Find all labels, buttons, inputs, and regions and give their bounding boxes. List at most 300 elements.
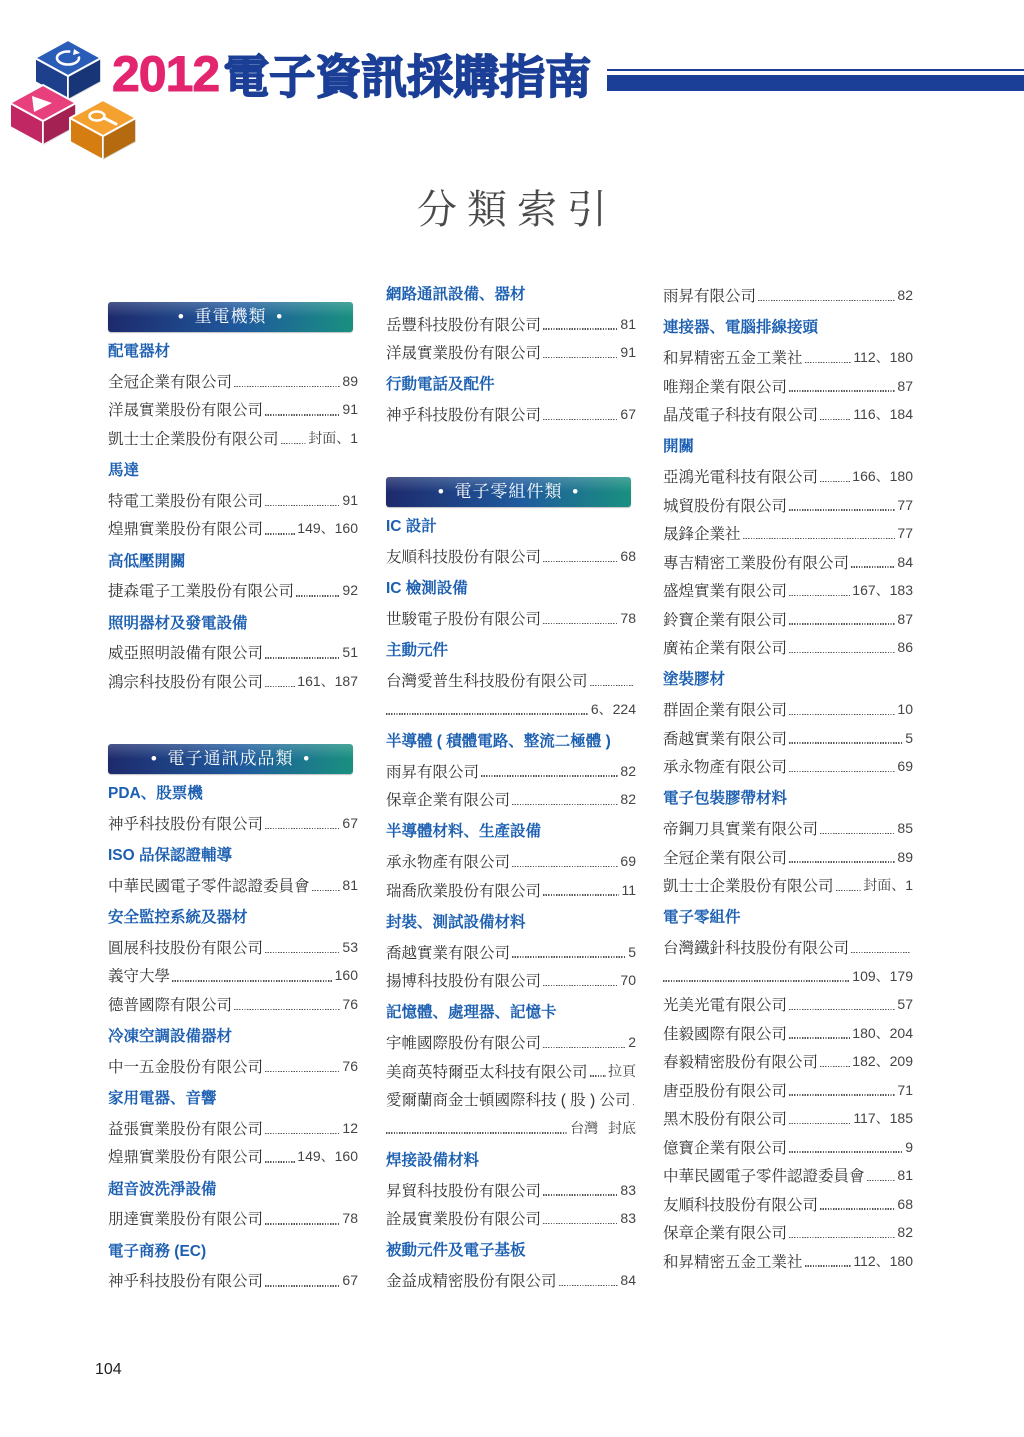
index-entry xyxy=(663,633,913,662)
page-reference: 84 xyxy=(897,553,913,570)
page-reference: 拉頁 xyxy=(608,1062,636,1079)
index-entry xyxy=(663,933,913,990)
page-reference: 87 xyxy=(897,610,913,627)
dot-leader xyxy=(590,685,634,686)
company-name: 喬越實業有限公司 xyxy=(663,730,788,748)
company-name: 雨昇有限公司 xyxy=(386,763,480,781)
company-name: 朋達實業股份有限公司 xyxy=(108,1211,264,1229)
entry-line xyxy=(386,937,636,966)
entry-line xyxy=(386,1085,636,1114)
dot-leader xyxy=(805,362,852,363)
page-reference: 77 xyxy=(897,525,913,541)
dot-leader xyxy=(265,533,295,534)
index-entry xyxy=(386,1085,636,1142)
entry-line xyxy=(663,519,913,548)
subcategory-heading: 主動元件 xyxy=(386,642,449,660)
index-entry xyxy=(663,1246,913,1275)
company-name: 友順科技股份有限公司 xyxy=(663,1196,819,1214)
company-name: 威亞照明設備有限公司 xyxy=(108,645,264,663)
entry-line xyxy=(663,723,913,752)
index-entry xyxy=(386,1028,636,1057)
index-entry xyxy=(108,1142,358,1171)
dot-leader xyxy=(820,833,895,834)
index-entry xyxy=(386,785,636,814)
page-reference: 180、204 xyxy=(852,1024,913,1041)
index-entry xyxy=(663,1104,913,1133)
subcategory-heading: 行動電話及配件 xyxy=(386,376,495,394)
company-name: 晟鋒企業社 xyxy=(663,526,741,543)
index-entry xyxy=(386,309,636,338)
page-reference: 81 xyxy=(897,1167,913,1183)
index-entry xyxy=(386,1204,636,1233)
subcategory-heading: 照明器材及發電設備 xyxy=(108,614,248,632)
company-name: 喬越實業有限公司 xyxy=(386,944,511,962)
company-name: 圓展科技股份有限公司 xyxy=(108,939,264,957)
entry-line xyxy=(108,367,358,396)
company-name: 德普國際有限公司 xyxy=(108,996,233,1014)
entry-line xyxy=(386,309,636,338)
company-name: 洋晟實業股份有限公司 xyxy=(108,402,264,420)
company-name: 凱士士企業股份有限公司 xyxy=(108,430,279,448)
dot-leader xyxy=(820,1208,895,1209)
dot-leader xyxy=(265,1133,340,1134)
company-name: 廣祐企業有限公司 xyxy=(663,640,788,657)
category-banner: • 電子零組件類 • xyxy=(386,477,631,507)
dot-leader xyxy=(559,1285,619,1286)
dot-leader xyxy=(789,771,895,772)
entry-continuation-line xyxy=(386,1113,636,1142)
dot-leader xyxy=(265,1223,340,1224)
page-reference: 69 xyxy=(897,758,913,774)
dot-leader xyxy=(265,1071,340,1072)
page-reference: 67 xyxy=(620,406,636,422)
page-reference: 82 xyxy=(897,287,913,303)
company-name: 神乎科技股份有限公司 xyxy=(386,407,542,424)
subcategory-heading: PDA、股票機 xyxy=(108,785,203,802)
index-entry xyxy=(663,400,913,429)
index-entry xyxy=(663,990,913,1019)
company-name: 城貿股份有限公司 xyxy=(663,497,788,515)
dot-leader xyxy=(265,657,340,658)
index-entry xyxy=(663,1018,913,1047)
entry-line xyxy=(386,1204,636,1233)
index-entry xyxy=(386,756,636,785)
page-reference: 5 xyxy=(905,729,913,746)
dot-leader xyxy=(789,1009,895,1010)
dot-leader xyxy=(836,890,862,891)
dot-leader xyxy=(789,1037,850,1038)
entry-line xyxy=(386,1056,636,1085)
company-name: 承永物產有限公司 xyxy=(386,854,511,871)
index-entry xyxy=(108,486,358,515)
index-entry xyxy=(108,871,358,900)
dot-leader xyxy=(386,713,589,714)
index-entry xyxy=(386,338,636,367)
page-reference: 82 xyxy=(897,1224,913,1240)
index-entry xyxy=(663,547,913,576)
page-reference: 53 xyxy=(342,938,358,955)
dot-leader xyxy=(543,894,619,895)
page-reference: 6、224 xyxy=(590,700,636,717)
entry-line xyxy=(108,576,358,605)
entry-line xyxy=(663,752,913,781)
dot-leader xyxy=(312,890,341,891)
subcategory-heading: 冷凍空調設備器材 xyxy=(108,1028,233,1045)
page-reference: 封面、1 xyxy=(308,429,358,446)
subcategory-heading: 被動元件及電子基板 xyxy=(386,1242,526,1260)
entry-line xyxy=(663,604,913,633)
index-entry xyxy=(663,462,913,491)
page-reference: 57 xyxy=(897,996,913,1012)
index-entry xyxy=(108,1266,358,1295)
company-name: 唯翔企業有限公司 xyxy=(663,378,788,396)
company-name: 洋晟實業股份有限公司 xyxy=(386,345,542,362)
subcategory-heading: 半導體材料、生產設備 xyxy=(386,823,542,841)
index-entry xyxy=(663,871,913,900)
page-reference: 89 xyxy=(897,848,913,865)
index-entry xyxy=(108,961,358,990)
index-entry xyxy=(663,1075,913,1104)
index-entry xyxy=(108,367,358,396)
page-reference: 85 xyxy=(897,820,913,836)
index-entry xyxy=(663,281,913,310)
entry-continuation-line xyxy=(663,961,913,990)
page-reference: 167、183 xyxy=(852,582,913,598)
index-entry xyxy=(663,695,913,724)
company-name: 台灣愛普生科技股份有限公司 xyxy=(386,673,588,690)
dot-leader xyxy=(265,414,340,415)
dot-leader xyxy=(265,505,340,506)
entry-line xyxy=(663,1018,913,1047)
entry-line xyxy=(663,1189,913,1218)
dot-leader xyxy=(789,623,895,624)
dot-leader xyxy=(512,956,626,957)
dot-leader xyxy=(512,866,618,867)
entry-line xyxy=(663,842,913,871)
page-reference: 91 xyxy=(620,344,636,360)
entry-line xyxy=(663,633,913,662)
dot-leader xyxy=(590,1075,606,1076)
dot-leader xyxy=(543,419,618,420)
index-entry xyxy=(663,343,913,372)
entry-line xyxy=(108,933,358,962)
entry-line xyxy=(108,667,358,696)
company-name: 全冠企業有限公司 xyxy=(108,373,233,391)
page-reference: 78 xyxy=(620,610,636,626)
company-name: 昇貿科技股份有限公司 xyxy=(386,1182,542,1200)
logo-cube-orange xyxy=(70,100,136,160)
dot-leader xyxy=(296,595,340,596)
company-name: 岳豐科技股份有限公司 xyxy=(386,316,542,334)
entry-line xyxy=(386,542,636,571)
page-reference: 71 xyxy=(897,1081,913,1098)
company-name: 美商英特爾亞太科技有限公司 xyxy=(386,1063,588,1081)
entry-line xyxy=(386,875,636,904)
company-name: 黑木股份有限公司 xyxy=(663,1111,788,1128)
page-reference: 76 xyxy=(342,1057,358,1074)
dot-leader xyxy=(543,623,618,624)
index-entry xyxy=(663,490,913,519)
page-reference: 81 xyxy=(620,315,636,332)
entry-line xyxy=(386,966,636,995)
dot-leader xyxy=(265,1285,340,1286)
page-reference: 87 xyxy=(897,377,913,394)
company-name: 亞鴻光電科技有限公司 xyxy=(663,469,819,486)
company-name: 捷森電子工業股份有限公司 xyxy=(108,583,295,601)
index-entry xyxy=(663,723,913,752)
entry-line xyxy=(663,1246,913,1275)
entry-line xyxy=(108,1114,358,1143)
entry-line xyxy=(108,514,358,543)
entry-line xyxy=(386,666,636,695)
dot-leader xyxy=(789,1237,895,1238)
page-reference: 77 xyxy=(897,496,913,513)
page-reference: 116、184 xyxy=(853,406,913,422)
company-name: 揚博科技股份有限公司 xyxy=(386,973,542,990)
dot-leader xyxy=(543,328,618,329)
entry-line xyxy=(108,1266,358,1295)
entry-line xyxy=(386,1266,636,1295)
subcategory-heading: IC 設計 xyxy=(386,518,437,536)
index-entry xyxy=(108,514,358,543)
index-entry xyxy=(108,1052,358,1081)
index-entry xyxy=(663,814,913,843)
index-entry xyxy=(386,1266,636,1295)
entry-line xyxy=(108,395,358,424)
dot-leader xyxy=(172,980,333,981)
entry-line xyxy=(663,281,913,310)
company-name: 台灣鐵針科技股份有限公司 xyxy=(663,940,850,957)
dot-leader xyxy=(789,1123,851,1124)
header-rule-thin xyxy=(607,69,1024,71)
index-entry xyxy=(663,519,913,548)
index-entry xyxy=(386,542,636,571)
subcategory-heading: 記憶體、處理器、記憶卡 xyxy=(386,1004,557,1022)
company-name: 世駿電子股份有限公司 xyxy=(386,611,542,628)
company-name: 鈴寶企業有限公司 xyxy=(663,611,788,629)
index-entry xyxy=(386,937,636,966)
page-reference: 67 xyxy=(342,814,358,831)
company-name: 宇帷國際股份有限公司 xyxy=(386,1035,542,1052)
entry-line xyxy=(663,462,913,491)
page-reference: 78 xyxy=(342,1210,358,1227)
page-reference: 封面、1 xyxy=(863,877,913,893)
entry-line xyxy=(663,547,913,576)
index-entry xyxy=(386,666,636,723)
index-entry xyxy=(108,809,358,838)
entry-line xyxy=(108,1204,358,1233)
page-reference: 86 xyxy=(897,639,913,655)
dot-leader xyxy=(543,1047,626,1048)
entry-line xyxy=(386,1028,636,1057)
dot-leader xyxy=(805,1265,852,1266)
index-entry xyxy=(663,576,913,605)
company-name: 益張實業股份有限公司 xyxy=(108,1120,264,1138)
dot-leader xyxy=(543,357,618,358)
company-name: 義守大學 xyxy=(108,968,171,986)
company-name: 和昇精密五金工業社 xyxy=(663,350,803,367)
page-reference: 68 xyxy=(897,1195,913,1212)
dot-leader xyxy=(265,686,295,687)
company-name: 保章企業有限公司 xyxy=(663,1225,788,1242)
page-reference: 161、187 xyxy=(297,672,358,689)
entry-line xyxy=(108,486,358,515)
entry-line xyxy=(108,638,358,667)
entry-line xyxy=(663,490,913,519)
company-name: 全冠企業有限公司 xyxy=(663,849,788,867)
subcategory-heading: 電子零組件 xyxy=(663,909,741,927)
page-reference: 166、180 xyxy=(852,468,913,484)
index-entry xyxy=(386,966,636,995)
dot-leader xyxy=(234,1009,340,1010)
index-entry xyxy=(386,875,636,904)
dot-leader xyxy=(543,561,618,562)
dot-leader xyxy=(633,1104,634,1105)
company-name: 凱士士企業股份有限公司 xyxy=(663,878,834,895)
page-reference: 149、160 xyxy=(297,520,358,537)
dot-leader xyxy=(851,952,911,953)
page-reference: 160 xyxy=(334,967,358,984)
company-name: 承永物產有限公司 xyxy=(663,759,788,776)
company-name: 煌鼎實業股份有限公司 xyxy=(108,521,264,539)
entry-continuation-line xyxy=(386,694,636,723)
company-name: 友順科技股份有限公司 xyxy=(386,549,542,566)
subcategory-heading: 安全監控系統及器材 xyxy=(108,909,248,926)
index-entry xyxy=(108,638,358,667)
page-reference: 9 xyxy=(905,1138,913,1155)
entry-line xyxy=(663,990,913,1019)
dot-leader xyxy=(867,1180,896,1181)
dot-leader xyxy=(789,742,903,743)
page-reference: 92 xyxy=(342,582,358,599)
company-name: 專吉精密工業股份有限公司 xyxy=(663,554,850,572)
subcategory-heading: 連接器、電腦排線接頭 xyxy=(663,319,819,337)
dot-leader xyxy=(265,1161,295,1162)
page-reference: 89 xyxy=(342,372,358,389)
company-name: 雨昇有限公司 xyxy=(663,288,757,305)
company-name: 春毅精密股份有限公司 xyxy=(663,1054,819,1071)
entry-line xyxy=(663,576,913,605)
company-name: 煌鼎實業股份有限公司 xyxy=(108,1149,264,1167)
subcategory-heading: 半導體 ( 積體電路、整流二極體 ) xyxy=(386,732,611,750)
dot-leader xyxy=(789,1094,895,1095)
dot-leader xyxy=(265,828,340,829)
company-name: 佳毅國際有限公司 xyxy=(663,1025,788,1043)
subcategory-heading: 超音波洗淨設備 xyxy=(108,1180,217,1198)
entry-line xyxy=(108,1142,358,1171)
index-entry xyxy=(108,395,358,424)
company-name: 中華民國電子零件認證委員會 xyxy=(663,1168,865,1185)
dot-leader xyxy=(758,300,895,301)
index-entry xyxy=(663,1218,913,1247)
entry-line xyxy=(663,1161,913,1190)
subcategory-heading: 電子商務 (EC) xyxy=(108,1242,207,1260)
index-entry xyxy=(108,667,358,696)
index-entry xyxy=(663,842,913,871)
dot-leader xyxy=(663,980,850,981)
index-entry xyxy=(386,1056,636,1085)
subcategory-heading: IC 檢測設備 xyxy=(386,580,468,598)
page-reference: 91 xyxy=(342,401,358,418)
page-reference: 81 xyxy=(342,876,358,893)
dot-leader xyxy=(789,595,850,596)
company-name: 瑞喬欣業股份有限公司 xyxy=(386,882,542,900)
dot-leader xyxy=(743,538,896,539)
publication-title xyxy=(112,42,591,106)
index-entry xyxy=(386,1175,636,1204)
dot-leader xyxy=(789,714,895,715)
page-reference: 82 xyxy=(620,762,636,779)
index-entry xyxy=(108,990,358,1019)
subcategory-heading: 網路通訊設備、器材 xyxy=(386,285,526,303)
dot-leader xyxy=(789,1151,903,1152)
entry-line xyxy=(663,871,913,900)
entry-line xyxy=(386,847,636,876)
company-name: 光美光電有限公司 xyxy=(663,997,788,1014)
page-reference: 83 xyxy=(620,1210,636,1226)
subcategory-heading: 配電器材 xyxy=(108,343,171,360)
entry-line xyxy=(663,933,913,962)
index-entry xyxy=(108,1204,358,1233)
dot-leader xyxy=(851,566,895,567)
index-entry xyxy=(108,424,358,453)
subcategory-heading: 家用電器、音響 xyxy=(108,1090,217,1107)
index-entry xyxy=(663,1161,913,1190)
dot-leader xyxy=(481,775,618,776)
page-reference: 109、179 xyxy=(852,967,913,984)
page-title: 分類索引 xyxy=(417,188,617,232)
dot-leader xyxy=(820,419,851,420)
entry-line xyxy=(108,961,358,990)
index-column-middle xyxy=(386,281,636,1295)
page-reference: 68 xyxy=(620,548,636,564)
company-name: 神乎科技股份有限公司 xyxy=(108,815,264,833)
entry-line xyxy=(663,1218,913,1247)
entry-line xyxy=(108,1052,358,1081)
page-reference: 84 xyxy=(620,1272,636,1288)
entry-line xyxy=(663,400,913,429)
index-column-left xyxy=(108,302,358,1295)
page-reference: 149、160 xyxy=(297,1148,358,1165)
entry-line xyxy=(386,400,636,429)
index-entry xyxy=(663,1047,913,1076)
company-name: 中一五金股份有限公司 xyxy=(108,1058,264,1076)
category-banner: • 電子通訊成品類 • xyxy=(108,744,353,774)
index-entry xyxy=(108,933,358,962)
index-entry xyxy=(663,1132,913,1161)
dot-leader xyxy=(281,443,307,444)
company-name: 唐亞股份有限公司 xyxy=(663,1082,788,1100)
entry-line xyxy=(386,756,636,785)
index-entry xyxy=(663,371,913,400)
dot-leader xyxy=(543,985,618,986)
entry-line xyxy=(108,809,358,838)
company-name: 帝鋼刀具實業有限公司 xyxy=(663,821,819,838)
subcategory-heading: 開關 xyxy=(663,438,695,456)
company-name: 保章企業有限公司 xyxy=(386,792,511,809)
page-reference: 5 xyxy=(628,943,636,960)
entry-line xyxy=(663,371,913,400)
company-name: 神乎科技股份有限公司 xyxy=(108,1273,264,1291)
subcategory-heading: 高低壓開關 xyxy=(108,552,186,570)
company-name: 盛煌實業有限公司 xyxy=(663,583,788,600)
page-reference: 83 xyxy=(620,1181,636,1198)
index-entry xyxy=(386,604,636,633)
entry-line xyxy=(108,990,358,1019)
company-name: 鴻宗科技股份有限公司 xyxy=(108,673,264,691)
page-reference: 70 xyxy=(620,972,636,988)
dot-leader xyxy=(789,509,895,510)
